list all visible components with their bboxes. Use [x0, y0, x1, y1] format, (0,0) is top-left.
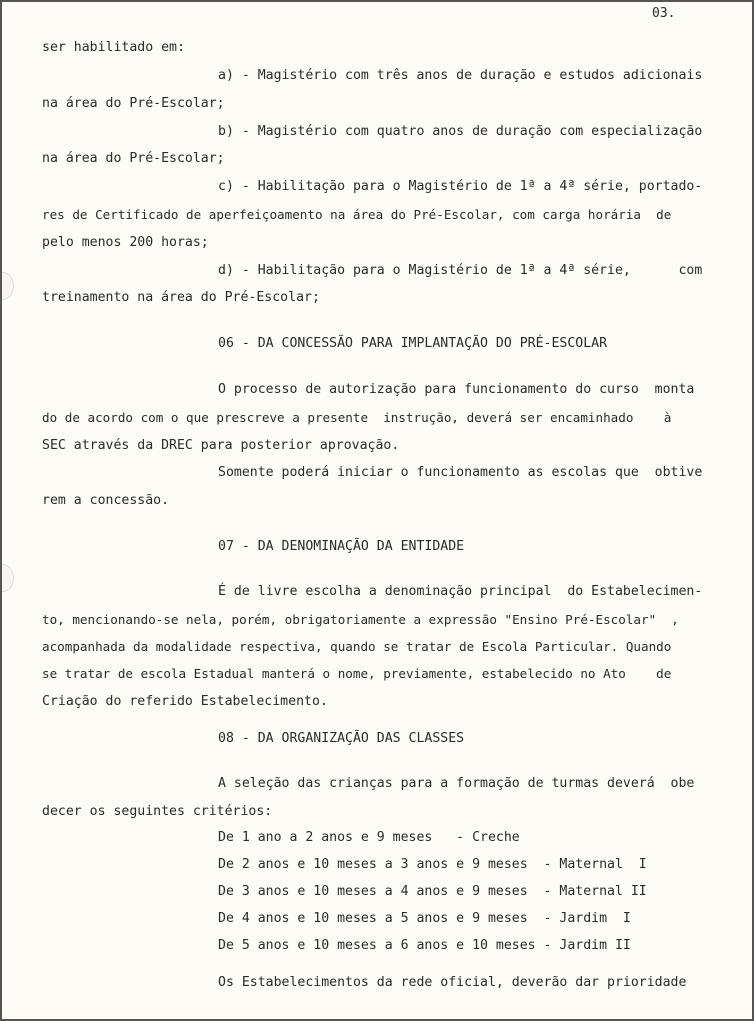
text-line: a) - Magistério com três anos de duração e estudos adicionais: [218, 68, 703, 83]
text-line: É de livre escolha a denominação principal do Estabelecimen-: [218, 584, 703, 599]
text-line: rem a concessão.: [42, 493, 170, 508]
text-line: A seleção das crianças para a formação de turmas deverá obe: [218, 776, 695, 791]
page-number: 03.: [652, 6, 676, 21]
section-heading: 08 - DA ORGANIZAÇÃO DAS CLASSES: [218, 731, 465, 746]
list-item: De 2 anos e 10 meses a 3 anos e 9 meses - Maternal I: [218, 857, 647, 872]
text-line: acompanhada da modalidade respectiva, quando se tratar de Escola Particular. Quando: [42, 639, 672, 654]
text-line: do de acordo com o que prescreve a presente instrução, deverá ser encaminhado à: [42, 410, 672, 425]
list-item: De 1 ano a 2 anos e 9 meses - Creche: [218, 830, 520, 845]
text-line: Somente poderá iniciar o funcionamento as escolas que obtive: [218, 465, 703, 480]
punch-hole-mark: [0, 564, 14, 592]
text-line: c) - Habilitação para o Magistério de 1ª a 4ª série, portado-: [218, 179, 703, 194]
text-line: Criação do referido Estabelecimento.: [42, 694, 328, 709]
text-line: treinamento na área do Pré-Escolar;: [42, 290, 320, 305]
section-heading: 07 - DA DENOMINAÇÃO DA ENTIDADE: [218, 539, 465, 554]
list-item: De 5 anos e 10 meses a 6 anos e 10 meses - Jardim II: [218, 938, 631, 953]
text-line: d) - Habilitação para o Magistério de 1ª a 4ª série, com: [218, 263, 703, 278]
text-line: na área do Pré-Escolar;: [42, 151, 225, 166]
text-line: ser habilitado em:: [42, 40, 185, 55]
text-line: pelo menos 200 horas;: [42, 235, 209, 250]
text-line: na área do Pré-Escolar;: [42, 96, 225, 111]
punch-hole-mark: [0, 272, 14, 300]
text-line: decer os seguintes critérios:: [42, 804, 273, 819]
text-line: b) - Magistério com quatro anos de duração com especialização: [218, 124, 703, 139]
text-line: O processo de autorização para funcionamento do curso monta: [218, 382, 695, 397]
text-line: SEC através da DREC para posterior aprovação.: [42, 438, 400, 453]
list-item: De 4 anos e 10 meses a 5 anos e 9 meses - Jardim I: [218, 911, 631, 926]
section-heading: 06 - DA CONCESSÃO PARA IMPLANTAÇÃO DO PRÉ-ESCOLAR: [218, 336, 608, 351]
text-line: se tratar de escola Estadual manterá o nome, previamente, estabelecido no Ato de: [42, 666, 672, 681]
text-line: Os Estabelecimentos da rede oficial, deverão dar prioridade: [218, 975, 687, 990]
text-line: res de Certificado de aperfeiçoamento na área do Pré-Escolar, com carga horária de: [42, 207, 672, 222]
text-line: to, mencionando-se nela, porém, obrigatoriamente a expressão "Ensino Pré-Escolar" ,: [42, 612, 679, 627]
list-item: De 3 anos e 10 meses a 4 anos e 9 meses - Maternal II: [218, 884, 647, 899]
